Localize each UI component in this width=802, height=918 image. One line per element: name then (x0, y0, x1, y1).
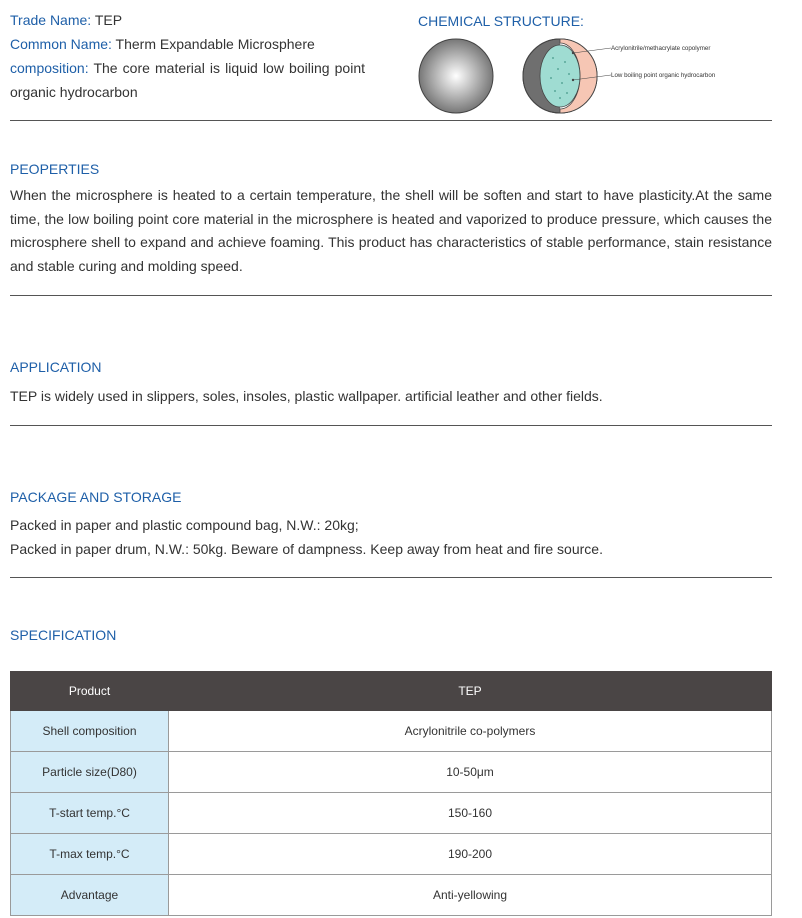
trade-name-line (10, 10, 122, 30)
table-row (11, 711, 772, 752)
row-label: Advantage (11, 875, 169, 916)
composition-label: composition: (10, 60, 89, 76)
shell-label: Acrylonitrile/methacrylate copolymer (611, 45, 711, 52)
package-title: PACKAGE AND STORAGE (10, 489, 182, 505)
intact-microsphere (419, 39, 493, 113)
common-name-value: Therm Expandable Microsphere (111, 36, 315, 52)
header-product: Product (11, 672, 169, 711)
composition-value: The core material is liquid low boiling point organic hydrocarbon (10, 60, 365, 100)
common-name-line (10, 34, 315, 54)
package-line-2: Packed in paper drum, N.W.: 50kg. Beware of dampness. Keep away from heat and fire source. (10, 541, 603, 557)
properties-text: When the microsphere is heated to a certain temperature, the shell will be soften and start to have plasticity.At the same time, the low boiling point core material in the microsphere is heated and vaporized to produce pressure, which causes the microsphere shell to expand and achieve foaming. This product has characteristics of stable performance, stain resistance and stable curing and molding speed. (10, 187, 772, 274)
divider (10, 577, 772, 578)
row-label: Shell composition (11, 711, 169, 752)
row-label: T-start temp.°C (11, 793, 169, 834)
trade-name-value: TEP (91, 12, 123, 28)
row-value: 150-160 (169, 793, 772, 834)
table-row (11, 875, 772, 916)
row-value: Acrylonitrile co-polymers (169, 711, 772, 752)
core-label: Low boiling point organic hydrocarbon (611, 72, 716, 79)
specification-title: SPECIFICATION (10, 627, 117, 643)
chemical-structure-title: CHEMICAL STRUCTURE: (418, 13, 584, 29)
microsphere-diagram (415, 36, 735, 118)
row-value: Anti-yellowing (169, 875, 772, 916)
divider (10, 425, 772, 426)
properties-title: PEOPERTIES (10, 161, 100, 177)
common-name-label: Common Name: (10, 36, 112, 52)
table-row (11, 793, 772, 834)
table-row (11, 834, 772, 875)
cross-section-microsphere (523, 39, 597, 113)
row-value: 10-50μm (169, 752, 772, 793)
composition-line (10, 57, 365, 104)
divider (10, 295, 772, 296)
table-row (11, 752, 772, 793)
row-label: T-max temp.°C (11, 834, 169, 875)
package-line-1: Packed in paper and plastic compound bag, N.W.: 20kg; (10, 517, 359, 533)
row-value: 190-200 (169, 834, 772, 875)
table-header-row (11, 672, 772, 711)
application-text: TEP is widely used in slippers, soles, insoles, plastic wallpaper. artificial leather and other fields. (10, 388, 603, 404)
divider (10, 120, 772, 121)
trade-name-label: Trade Name: (10, 12, 92, 28)
header-tep: TEP (169, 672, 772, 711)
specification-table (10, 671, 772, 916)
row-label: Particle size(D80) (11, 752, 169, 793)
application-title: APPLICATION (10, 359, 102, 375)
